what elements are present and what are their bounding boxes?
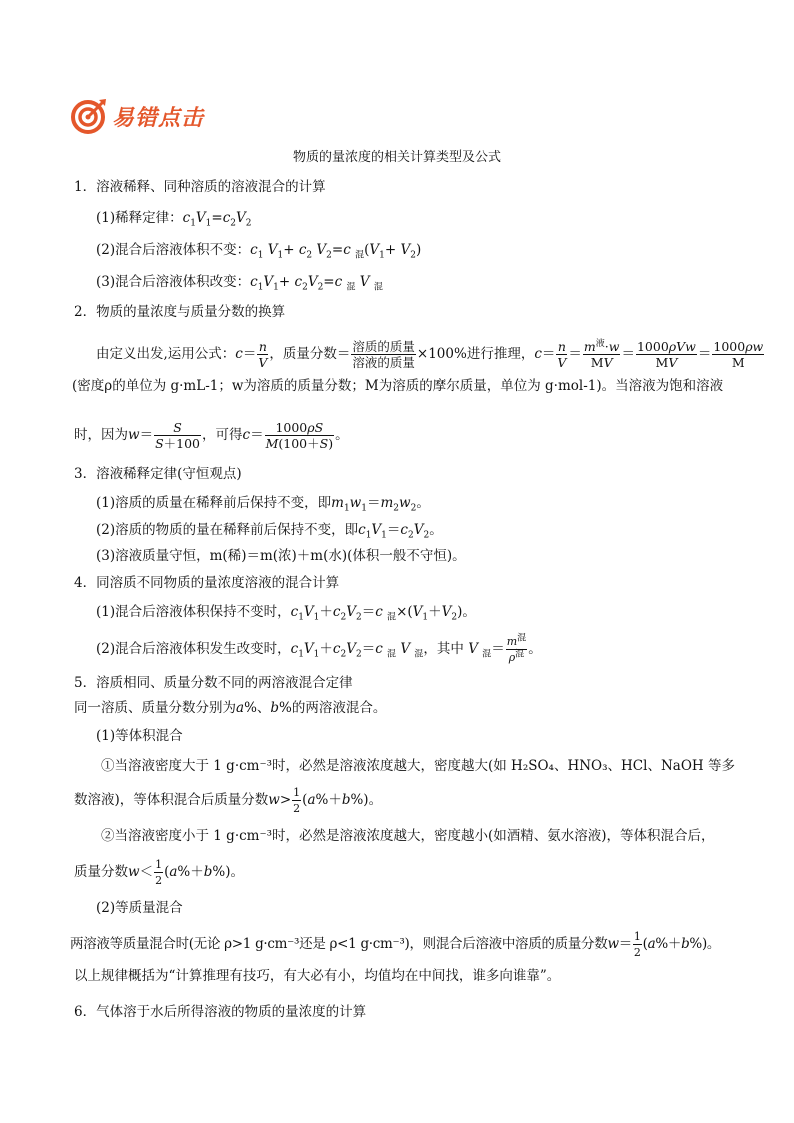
case-dense: ①当溶液密度大于 1 g·cm⁻³时，必然是溶液浓度越大，密度越大(如 H₂SO₄、HNO₃、HCl、NaOH 等多 [101,758,735,774]
dilution-law: (1)稀释定律：$c_1V_1=c_2V_2$ [96,210,252,229]
case-dense-result: 数溶液)，等体积混合后质量分数w> $\frac{1}{2}$ (a%＋b%)。 [74,786,383,815]
case-light: ②当溶液密度小于 1 g·cm⁻³时，必然是溶液浓度越大，密度越小(如酒精、氨水溶液)，等体积混合后， [101,828,715,844]
solution-mass-conserved: (3)溶液质量守恒，m(稀)＝m(浓)＋m(水)(体积一般不守恒)。 [96,548,466,564]
mnemonic: 以上规律概括为“计算推理有技巧，有大必有小，均值均在中间找，谁多向谁靠”。 [74,968,561,984]
mass-conserved: (1)溶质的质量在稀释前后保持不变，即$m_1w_1=m_2w_2$。 [96,495,430,514]
equal-volume-heading: (1)等体积混合 [96,728,183,744]
conversion-note: (密度ρ的单位为 g·mL-1；w为溶质的质量分数；M为溶质的摩尔质量，单位为 g·mol-1)。当溶液为饱和溶液 [72,378,724,394]
page-title: 物质的量浓度的相关计算类型及公式 [292,150,501,165]
section-5-heading: 5．溶质相同、质量分数不同的两溶液混合定律 [74,675,353,691]
mix-intro: 同一溶质、质量分数分别为a%、b%的两溶液混合。 [74,700,387,716]
mix-changed-volume: (2)混合后溶液体积发生改变时，$c_1V_1+c_2V_2=c$ $_混$ V $_混$，其中 V $_混$＝ $\frac{m^混}{\rho^混}$ 。 [96,633,542,664]
equal-mass-result: 两溶液等质量混合时(无论 ρ>1 g·cm⁻³还是 ρ<1 g·cm⁻³)，则混合后溶液中溶质的质量分数w＝ $\frac{1}{2}$ (a%＋b%)。 [70,930,721,959]
section-4-heading: 4．同溶质不同物质的量浓度溶液的混合计算 [74,575,340,591]
section-1-heading: 1．溶液稀释、同种溶质的溶液混合的计算 [74,179,326,195]
target-arrow-icon [70,97,108,135]
equal-mass-heading: (2)等质量混合 [96,900,183,916]
brand-label: 易错点击 [112,105,205,131]
brand-header [70,96,204,136]
mix-volume-changed: (3)混合后溶液体积改变：$c_1V_1+ c_2V_2=c$ $_混$ V $_混$ [96,274,383,293]
mix-volume-constant: (2)混合后溶液体积不变：$c_1$ $V_1+ c_2$ $V_2=c$ $_混(V_1+ V_2)$ [96,242,422,261]
conversion-formula: 由定义出发,运用公式：c＝ $\frac{n}{V}$ ，质量分数＝ $\frac{\text{溶质的质量}}{\text{溶液的质量}}$ ×100%进行推理，c＝ $\frac{n}{V}$ ＝ $\frac{m^液\cdot w}{MV}$ ＝ $\frac{\text{1000ρVw}}{MV}$ ＝ $\frac{1000\rho w}{M}$ [96,338,764,370]
case-light-result: 质量分数w＜ $\frac{1}{2}$ (a%＋b%)。 [74,858,244,887]
mix-constant-volume: (1)混合后溶液体积保持不变时，$c_1V_1+c_2V_2=c$ $_混\times(V_1+V_2)$。 [96,604,476,623]
section-2-heading: 2．物质的量浓度与质量分数的换算 [74,304,286,320]
section-3-heading: 3．溶液稀释定律(守恒观点) [74,466,242,482]
section-6-heading: 6．气体溶于水后所得溶液的物质的量浓度的计算 [74,1004,367,1020]
saturated-formula: 时，因为w＝ $\frac{S}{S+100}$ ，可得c＝ $\frac{1000\rho S}{M(100+S)}$ 。 [74,420,349,451]
moles-conserved: (2)溶质的物质的量在稀释前后保持不变，即$c_1V_1=c_2V_2$。 [96,522,443,541]
